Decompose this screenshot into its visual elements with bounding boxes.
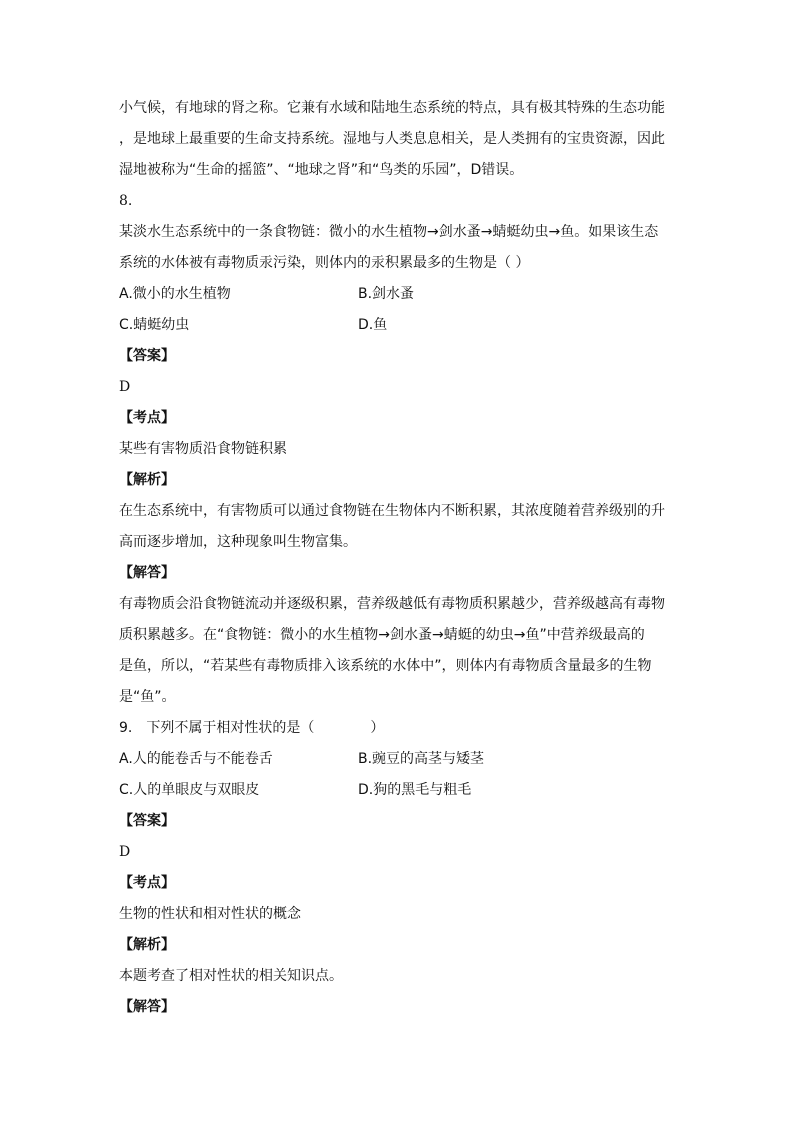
intro-line-1: 小气候，有地球的肾之称。它兼有水域和陆地生态系统的特点，具有极其特殊的生态功能 — [119, 100, 665, 116]
question-8-option-a: A.微小的水生植物 — [119, 286, 231, 302]
question-9-options-row-1 — [119, 744, 679, 775]
question-9-answer: D — [119, 844, 131, 860]
question-9-option-a: A.人的能卷舌与不能卷舌 — [119, 751, 273, 767]
intro-line-3: 湿地被称为“生命的摇篮”、“地球之肾”和“鸟类的乐园”，D错误。 — [119, 162, 524, 178]
question-9-stem: 9. 下列不属于相对性状的是（ ） — [119, 720, 385, 736]
question-8-solution-3: 是鱼，所以，“若某些有毒物质排入该系统的水体中”，则体内有毒物质含量最多的生物 — [119, 658, 652, 674]
question-8-option-c: C.蜻蜓幼虫 — [119, 317, 190, 333]
question-8-options-row-2 — [119, 310, 679, 341]
question-8-point: 某些有害物质沿食物链积累 — [119, 441, 287, 457]
document-page — [119, 93, 679, 1023]
question-8-analysis-1: 在生态系统中，有害物质可以通过食物链在生物体内不断积累，其浓度随着营养级别的升 — [119, 503, 665, 519]
question-9-options-row-2 — [119, 775, 679, 806]
question-9-option-c: C.人的单眼皮与双眼皮 — [119, 782, 260, 798]
question-9-analysis-tag: 【解析】 — [119, 937, 175, 953]
question-8-answer-tag: 【答案】 — [119, 348, 175, 364]
question-8-solution-4: 是“鱼”。 — [119, 689, 176, 705]
question-9-option-b: B.豌豆的高茎与矮茎 — [358, 751, 485, 767]
question-8-solution-2: 质积累越多。在“食物链：微小的水生植物→剑水蚤→蜻蜓的幼虫→鱼”中营养级最高的 — [119, 627, 645, 643]
question-9-answer-tag: 【答案】 — [119, 813, 175, 829]
question-9-point-tag: 【考点】 — [119, 875, 175, 891]
question-8-answer: D — [119, 379, 131, 395]
question-8-option-b: B.剑水蚤 — [358, 286, 415, 302]
question-8-solution-tag: 【解答】 — [119, 565, 175, 581]
question-8-analysis-2: 高而逐步增加，这种现象叫生物富集。 — [119, 534, 357, 550]
question-8-options-row-1 — [119, 279, 679, 310]
question-9-solution-tag: 【解答】 — [119, 999, 175, 1015]
question-8-solution-1: 有毒物质会沿食物链流动并逐级积累，营养级越低有毒物质积累越少，营养级越高有毒物 — [119, 596, 665, 612]
question-8-point-tag: 【考点】 — [119, 410, 175, 426]
question-8-number: 8. — [119, 193, 133, 209]
question-8-analysis-tag: 【解析】 — [119, 472, 175, 488]
question-9-option-d: D.狗的黑毛与粗毛 — [358, 782, 472, 798]
question-8-stem-2: 系统的水体被有毒物质汞污染，则体内的汞积累最多的生物是（ ） — [119, 255, 530, 271]
intro-line-2: ，是地球上最重要的生命支持系统。湿地与人类息息相关，是人类拥有的宝贵资源，因此 — [119, 131, 665, 147]
question-9-point: 生物的性状和相对性状的概念 — [119, 906, 301, 922]
question-8-option-d: D.鱼 — [358, 317, 388, 333]
question-8-stem-1: 某淡水生态系统中的一条食物链：微小的水生植物→剑水蚤→蜻蜓幼虫→鱼。如果该生态 — [119, 224, 659, 240]
question-9-analysis: 本题考查了相对性状的相关知识点。 — [119, 968, 343, 984]
